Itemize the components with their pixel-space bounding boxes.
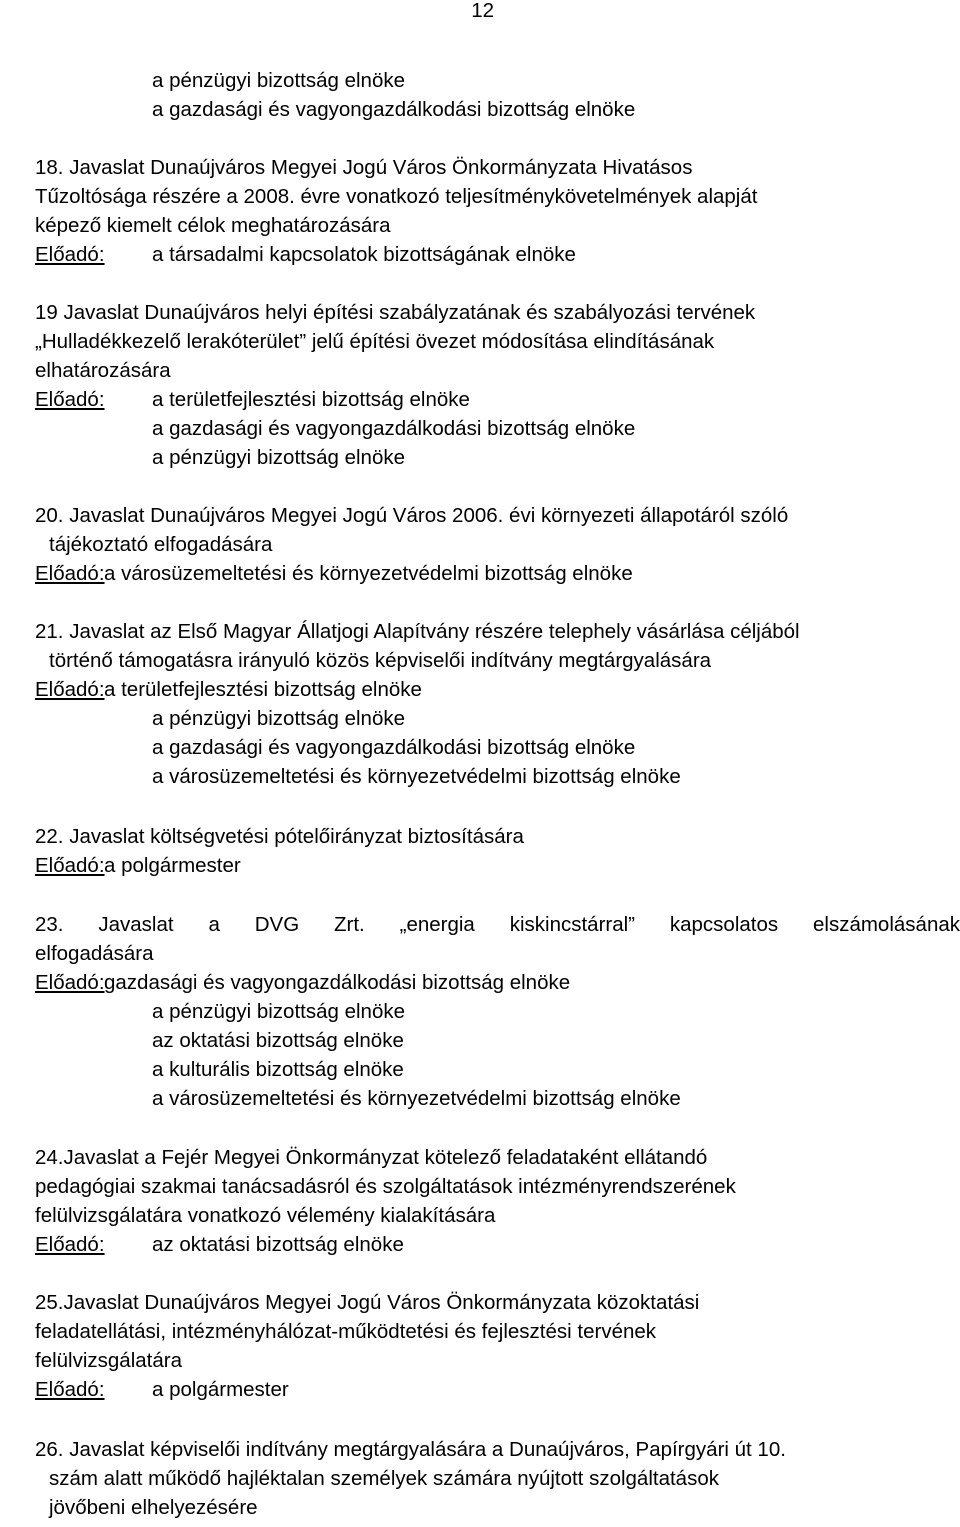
presenter-line: a polgármester xyxy=(152,1378,289,1401)
agenda-item-25-title: feladatellátási, intézményhálózat-működtetési és fejlesztési tervének xyxy=(35,1320,657,1343)
agenda-item-19-title: 19 Javaslat Dunaújváros helyi építési szabályzatának és szabályozási tervének xyxy=(35,301,756,324)
agenda-item-20-title: 20. Javaslat Dunaújváros Megyei Jogú Város 2006. évi környezeti állapotáról szóló xyxy=(35,504,789,527)
presenter-line: a városüzemeltetési és környezetvédelmi bizottság elnöke xyxy=(104,562,633,585)
agenda-item-20-title: tájékoztató elfogadására xyxy=(49,533,273,556)
presenter-label: Előadó: xyxy=(35,388,105,411)
agenda-item-22-title: 22. Javaslat költségvetési pótelőirányzat biztosítására xyxy=(35,825,524,848)
agenda-item-24-title: 24.Javaslat a Fejér Megyei Önkormányzat kötelező feladataként ellátandó xyxy=(35,1146,708,1169)
agenda-item-25-title: 25.Javaslat Dunaújváros Megyei Jogú Város Önkormányzata közoktatási xyxy=(35,1291,700,1314)
presenter-line: a pénzügyi bizottság elnöke xyxy=(152,1000,406,1023)
presenter-line: a pénzügyi bizottság elnöke xyxy=(152,446,406,469)
presenter-line: gazdasági és vagyongazdálkodási bizottság elnöke xyxy=(104,971,571,994)
page-number: 12 xyxy=(471,0,494,22)
presenter-line: a területfejlesztési bizottság elnöke xyxy=(152,388,470,411)
presenter-line: a pénzügyi bizottság elnöke xyxy=(152,69,406,92)
presenter-line: a polgármester xyxy=(104,854,241,877)
presenter-label: Előadó: xyxy=(35,854,105,877)
agenda-item-24-title: felülvizsgálatára vonatkozó vélemény kialakítására xyxy=(35,1204,496,1227)
presenter-line: az oktatási bizottság elnöke xyxy=(152,1233,404,1256)
presenter-line: a városüzemeltetési és környezetvédelmi bizottság elnöke xyxy=(152,1087,681,1110)
presenter-line: a társadalmi kapcsolatok bizottságának elnöke xyxy=(152,243,576,266)
agenda-item-19-title: „Hulladékkezelő lerakóterület” jelű építési övezet módosítása elindításának xyxy=(35,330,715,353)
presenter-label: Előadó: xyxy=(35,1233,105,1256)
agenda-item-21-title: történő támogatásra irányuló közös képviselői indítvány megtárgyalására xyxy=(49,649,712,672)
agenda-item-26-title: szám alatt működő hajléktalan személyek számára nyújtott szolgáltatások xyxy=(49,1467,719,1490)
presenter-line: az oktatási bizottság elnöke xyxy=(152,1029,404,1052)
agenda-item-18-title: Tűzoltósága részére a 2008. évre vonatkozó teljesítménykövetelmények alapját xyxy=(35,185,758,208)
presenter-label: Előadó: xyxy=(35,1378,105,1401)
agenda-item-18-title: képező kiemelt célok meghatározására xyxy=(35,214,391,237)
agenda-item-19-title: elhatározására xyxy=(35,359,171,382)
presenter-line: a pénzügyi bizottság elnöke xyxy=(152,707,406,730)
agenda-item-18-title: 18. Javaslat Dunaújváros Megyei Jogú Város Önkormányzata Hivatásos xyxy=(35,156,693,179)
presenter-line: a gazdasági és vagyongazdálkodási bizottság elnöke xyxy=(152,98,636,121)
presenter-label: Előadó: xyxy=(35,971,105,994)
presenter-label: Előadó: xyxy=(35,562,105,585)
presenter-line: a gazdasági és vagyongazdálkodási bizottság elnöke xyxy=(152,417,636,440)
presenter-line: a gazdasági és vagyongazdálkodási bizottság elnöke xyxy=(152,736,636,759)
presenter-line: a területfejlesztési bizottság elnöke xyxy=(104,678,422,701)
presenter-line: a városüzemeltetési és környezetvédelmi bizottság elnöke xyxy=(152,765,681,788)
agenda-item-23-title: 23. Javaslat a DVG Zrt. „energia kiskincstárral” kapcsolatos elszámolásának xyxy=(35,913,960,936)
agenda-item-23-title: elfogadására xyxy=(35,942,154,965)
agenda-item-26-title: 26. Javaslat képviselői indítvány megtárgyalására a Dunaújváros, Papírgyári út 10. xyxy=(35,1438,786,1461)
presenter-label: Előadó: xyxy=(35,678,105,701)
agenda-item-24-title: pedagógiai szakmai tanácsadásról és szolgáltatások intézményrendszerének xyxy=(35,1175,736,1198)
agenda-item-25-title: felülvizsgálatára xyxy=(35,1349,182,1372)
presenter-label: Előadó: xyxy=(35,243,105,266)
presenter-line: a kulturális bizottság elnöke xyxy=(152,1058,404,1081)
agenda-item-26-title: jövőbeni elhelyezésére xyxy=(49,1496,258,1519)
agenda-item-21-title: 21. Javaslat az Első Magyar Állatjogi Alapítvány részére telephely vásárlása céljából xyxy=(35,620,800,643)
